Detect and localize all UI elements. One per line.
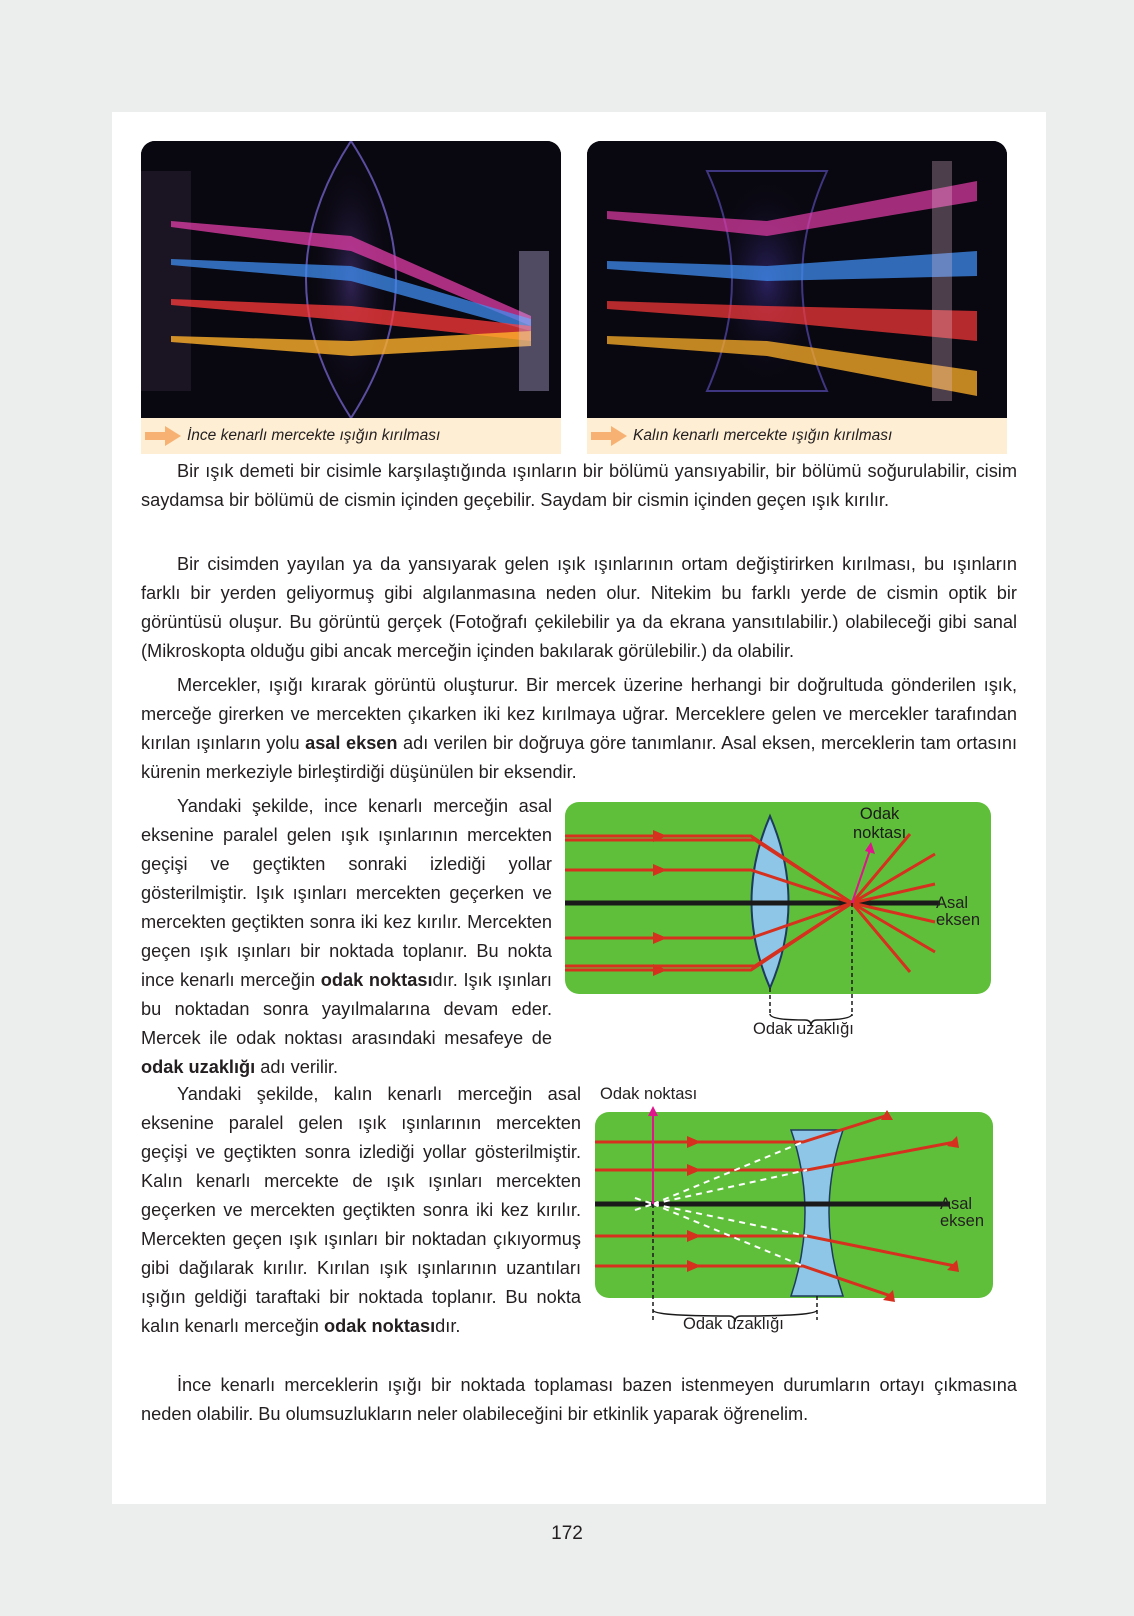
paragraph-principal-axis: Mercekler, ışığı kırarak görüntü oluşturur. Bir mercek üzerine herhangi bir doğrultuda gönderilen ışık, merceğe girerken ve mercekten çıkarken iki kez kırılmaya uğrar. Merceklere gelen ve mercekler tarafından kırılan ışınların yolu asal eksen adı verilen bir doğruya göre tanımlanır. Asal eksen, merceklerin tam ortasını kürenin merkeziyle birleştirdiği düşünülen bir eksendir. <box>141 675 1017 782</box>
convex-lens-photo <box>141 141 561 418</box>
paragraph-conclusion: İnce kenarlı merceklerin ışığı bir noktada toplaması bazen istenmeyen durumların ortayı çıkmasına neden olabilir. Bu olumsuzlukların neler olabileceğini bir etkinlik yaparak öğrenelim. <box>141 1375 1017 1424</box>
paragraph-concave-lens: Yandaki şekilde, kalın kenarlı merceğin asal eksenine paralel gelen ışık ışınlarının mercekten geçişi ve geçtikten sonra izlediği yollar gösterilmiştir. Kalın kenarlı mercekte de ışık ışınları mercekten geçerken ve mercekten geçtikten sonra iki kez kırılır. Mercekten geçen ışık ışınları bir noktadan çıkıyormuş gibi dağılarak kırılır. Kırılan ışık ışınlarının uzantıları ışığın geldiği taraftaki bir noktada toplanır. Bu nokta kalın kenarlı merceğin odak noktasıdır. <box>141 1084 581 1336</box>
paragraph-refraction-intro: Bir ışık demeti bir cisimle karşılaştığında ışınların bir bölümü yansıyabilir, bir bölümü soğurulabilir, cisim saydamsa bir bölümü de cismin içinden geçebilir. Saydam bir cismin içinden geçen ışık kırılır. <box>141 461 1017 510</box>
term-focal-point: odak noktası <box>320 970 433 990</box>
caption-arrow-icon <box>589 424 629 448</box>
photo-caption-text: İnce kenarlı mercekte ışığın kırılması <box>187 427 441 444</box>
convex-lens-diagram <box>565 802 991 1042</box>
term-focal-point: odak noktası <box>323 1316 436 1336</box>
page-number: 172 <box>551 1523 583 1544</box>
term-principal-axis: asal eksen <box>305 733 398 753</box>
concave-lens-photo <box>587 141 1007 418</box>
focal-pointer-arrowhead <box>648 1106 658 1116</box>
photo-caption-text: Kalın kenarlı mercekte ışığın kırılması <box>633 427 893 444</box>
photo-caption <box>587 418 1007 454</box>
principal-axis-label: Asal eksen <box>940 1195 985 1230</box>
photo-caption <box>141 418 561 454</box>
textbook-page <box>112 112 1046 1504</box>
focal-length-label: Odak uzaklığı <box>753 1020 854 1038</box>
caption-arrow-icon <box>143 424 183 448</box>
paragraph-optical-image: Bir cisimden yayılan ya da yansıyarak gelen ışık ışınlarının ortam değiştirirken kırılması, bu ışınların farklı bir yerden geliyormuş gibi algılanmasına neden olur. Nitekim bu farklı yerde de cismin optik bir görüntüsü oluşur. Bu görüntü gerçek (Fotoğrafı çekilebilir ya da ekrana yansıtılabilir.) olabileceği gibi sanal (Mikroskopta olduğu gibi ancak merceğin içinden bakılarak görülebilir.) da olabilir. <box>141 554 1017 661</box>
focal-point-label: Odak noktası <box>600 1085 698 1103</box>
paragraph-convex-lens: Yandaki şekilde, ince kenarlı merceğin asal eksenine paralel gelen ışık ışınlarının mercekten geçişi ve geçtikten sonraki izlediği yollar gösterilmiştir. Işık ışınları mercekten geçerken ve mercekten geçtikten sonra iki kez kırılır. Mercekten geçen ışık ışınları bir noktada toplanır. Bu nokta ince kenarlı merceğin odak noktasıdır. Işık ışınları bu noktadan sonra yayılmalarına devam eder. Mercek ile odak noktası arasındaki mesafeye de odak uzaklığı adı verilir. <box>141 796 552 1077</box>
term-focal-length: odak uzaklığı <box>141 1057 256 1077</box>
principal-axis-label: Asal eksen <box>936 894 981 929</box>
focal-point-label: Odak noktası <box>853 805 907 842</box>
concave-lens-diagram <box>595 1106 993 1346</box>
focal-length-label: Odak uzaklığı <box>683 1315 784 1333</box>
